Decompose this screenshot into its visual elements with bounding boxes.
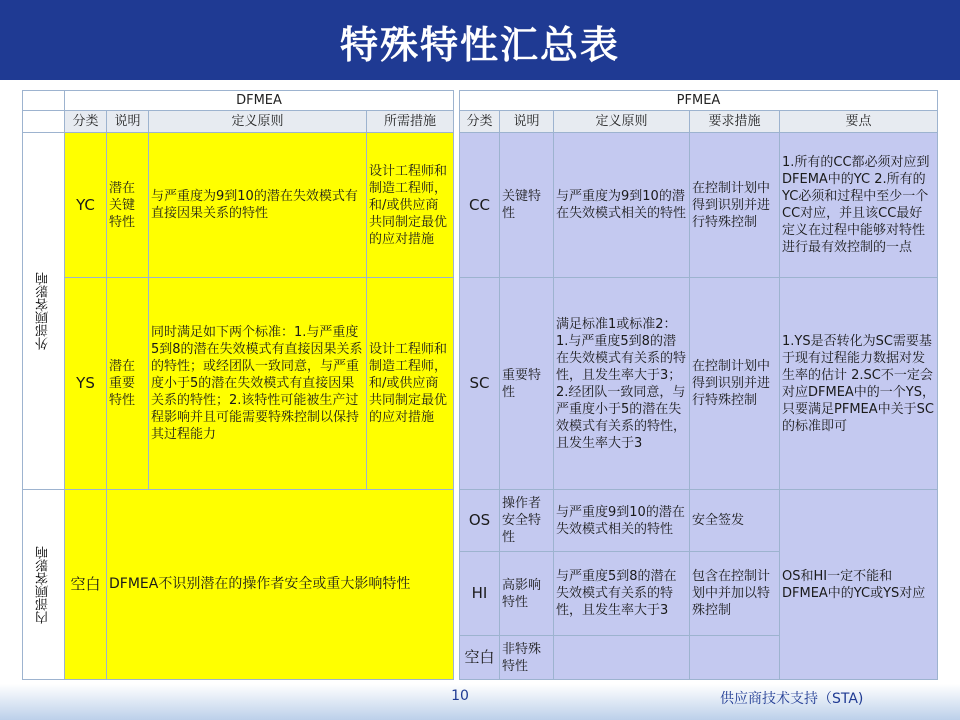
pfmea-definition-cc: 与严重度为9到10的潜在失效模式相关的特性 — [554, 133, 690, 278]
dfmea-code-yc: YC — [65, 133, 107, 278]
pfmea-points-cc: 1.所有的CC都必须对应到DFEMA中的YC 2.所有的YC必须和过程中至少一个CC对应，并且该CC最好定义在过程中能够对特性进行最有效控制的一点 — [780, 133, 938, 278]
pfmea-desc-cc: 关键特性 — [500, 133, 554, 278]
pfmea-code-hi: HI — [460, 552, 500, 636]
dfmea-action-ys: 设计工程师和制造工程师，和/或供应商共同制定最优的应对措施 — [367, 278, 454, 490]
dfmea-action-yc: 设计工程师和制造工程师，和/或供应商共同制定最优的应对措施 — [367, 133, 454, 278]
dfmea-code-ys: YS — [65, 278, 107, 490]
pfmea-action-hi: 包含在控制计划中并加以特殊控制 — [690, 552, 780, 636]
dfmea-col-action: 所需措施 — [367, 111, 454, 133]
dfmea-code-blank: 空白 — [65, 490, 107, 680]
pfmea-code-os: OS — [460, 490, 500, 552]
dfmea-definition-ys: 同时满足如下两个标准：1.与严重度5到8的潜在失效模式有直接因果关系的特性；或经团队一致同意，与严重度小于5的潜在失效模式有直接因果关系的特性；2.该特性可能被生产过程影响并且可能需要特殊控制以保持其过程能力 — [149, 278, 367, 490]
pfmea-definition-blank — [554, 636, 690, 680]
pfmea-definition-os: 与严重度9到10的潜在失效模式相关的特性 — [554, 490, 690, 552]
pfmea-desc-hi: 高影响特性 — [500, 552, 554, 636]
page-number: 10 — [451, 688, 469, 704]
pfmea-header: PFMEA — [460, 91, 938, 111]
pfmea-code-sc: SC — [460, 278, 500, 490]
footer-org-label: 供应商技术支持（STA) — [720, 691, 864, 707]
corner-cell — [23, 111, 65, 133]
dfmea-desc-ys: 潜在重要特性 — [107, 278, 149, 490]
pfmea-points-sc: 1.YS是否转化为SC需要基于现有过程能力数据对发生率的估计 2.SC不一定会对应DFMEA中的一个YS，只要满足PFMEA中关于SC的标准即可 — [780, 278, 938, 490]
pfmea-desc-blank: 非特殊特性 — [500, 636, 554, 680]
dfmea-desc-yc: 潜在关键特性 — [107, 133, 149, 278]
group-internal — [23, 490, 65, 680]
pfmea-definition-sc: 满足标准1或标准2：1.与严重度5到8的潜在失效模式有关系的特性，且发生率大于3；2.经团队一致同意，与严重度小于5的潜在失效模式有关系的特性，且发生率大于3 — [554, 278, 690, 490]
pfmea-action-sc: 在控制计划中得到识别并进行特殊控制 — [690, 278, 780, 490]
pfmea-col-definition: 定义原则 — [554, 111, 690, 133]
pfmea-col-category: 分类 — [460, 111, 500, 133]
dfmea-col-category: 分类 — [65, 111, 107, 133]
pfmea-code-cc: CC — [460, 133, 500, 278]
pfmea-col-description: 说明 — [500, 111, 554, 133]
pfmea-action-blank — [690, 636, 780, 680]
pfmea-desc-sc: 重要特性 — [500, 278, 554, 490]
corner-cell — [23, 91, 65, 111]
pfmea-action-os: 安全签发 — [690, 490, 780, 552]
dfmea-blank-text: DFMEA不识别潜在的操作者安全或重大影响特性 — [107, 490, 454, 680]
group-external-label: 外部顾客影响 — [36, 272, 51, 350]
special-characteristics-table — [22, 90, 938, 680]
pfmea-code-blank: 空白 — [460, 636, 500, 680]
group-external — [23, 133, 65, 490]
pfmea-points-os-hi: OS和HI一定不能和DFMEA中的YC或YS对应 — [780, 490, 938, 680]
dfmea-col-description: 说明 — [107, 111, 149, 133]
pfmea-action-cc: 在控制计划中得到识别并进行特殊控制 — [690, 133, 780, 278]
pfmea-definition-hi: 与严重度5到8的潜在失效模式有关系的特性，且发生率大于3 — [554, 552, 690, 636]
pfmea-desc-os: 操作者安全特性 — [500, 490, 554, 552]
dfmea-header: DFMEA — [65, 91, 454, 111]
group-internal-label: 内部顾客影响 — [36, 545, 51, 624]
page-title: 特殊特性汇总表 — [339, 23, 620, 67]
dfmea-col-definition: 定义原则 — [149, 111, 367, 133]
pfmea-col-points: 要点 — [780, 111, 938, 133]
dfmea-definition-yc: 与严重度为9到10的潜在失效模式有直接因果关系的特性 — [149, 133, 367, 278]
pfmea-col-action: 要求措施 — [690, 111, 780, 133]
